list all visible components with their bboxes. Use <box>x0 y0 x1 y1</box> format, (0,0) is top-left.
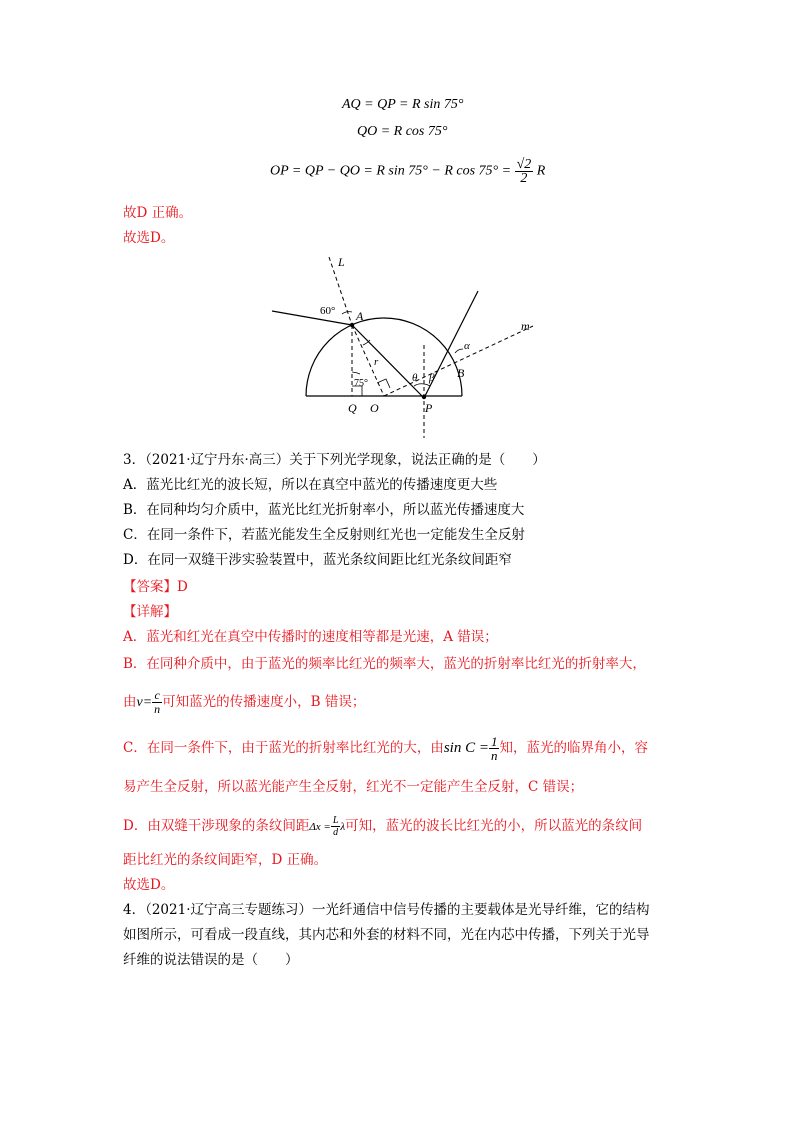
equation-op-fraction <box>515 158 534 185</box>
prev-conclusion-line1: 故D 正确。 <box>123 205 193 221</box>
q3-answer <box>123 578 188 596</box>
label-beta: β <box>429 372 435 384</box>
q3-explanation-b2 <box>123 686 365 719</box>
equation-op-denominator: 2 <box>520 171 528 186</box>
q3-exp-b2-var: v <box>136 695 143 710</box>
q3-option-c: C．在同一条件下，若蓝光能发生全反射则红光也一定能发生全反射 <box>123 527 525 543</box>
arc-60 <box>342 312 352 314</box>
geometry-figure <box>260 250 560 440</box>
q3-exp-b2-fraction <box>152 689 162 716</box>
label-alpha: α <box>464 340 470 352</box>
q3-exp-c1-den: n <box>490 748 498 763</box>
q3-exp-d1-suffix: 可知，蓝光的波长比红光的小，所以蓝光的条纹间 <box>345 818 643 834</box>
q3-option-d: D．在同一双缝干涉实验装置中，蓝光条纹间距比红光条纹间距窄 <box>123 552 512 568</box>
arc-alpha <box>455 349 463 353</box>
q3-exp-b2-den: n <box>154 702 161 716</box>
point-P-dot <box>422 395 426 399</box>
equation-op-left: OP = QP − QO = R sin 75° − R cos 75° = <box>270 163 512 179</box>
label-P: P <box>425 401 433 415</box>
point-A-dot <box>350 323 354 327</box>
q3-explanation-d2: 距比红光的条纹间距窄，D 正确。 <box>123 852 328 868</box>
prev-conclusion-line2: 故选D。 <box>123 230 175 246</box>
q3-exp-d1-fraction <box>331 815 341 838</box>
q3-exp-c1-num: 1 <box>490 734 498 749</box>
label-theta: θ <box>412 372 418 384</box>
label-m: m <box>521 319 530 333</box>
arc-beta <box>424 384 430 386</box>
q3-option-b: B．在同种均匀介质中，蓝光比红光折射率小，所以蓝光传播速度大 <box>123 502 525 518</box>
equation-op-numerator: √2 <box>516 157 532 172</box>
q3-answer-value: D <box>177 579 188 595</box>
label-r: r <box>374 356 379 368</box>
q3-exp-b2-prefix: 由 <box>123 694 137 710</box>
arc-theta <box>414 384 424 386</box>
q3-exp-c1-suffix: 知，蓝光的临界角小，容 <box>499 740 648 756</box>
q3-explanation-c2: 易产生全反射，所以蓝光能产生全反射，红光不一定能产生全反射，C 错误； <box>123 779 584 795</box>
equation-qo: QO = R cos 75° <box>357 124 448 139</box>
right-angle-O <box>377 379 390 388</box>
label-angle-75: 75° <box>354 378 368 389</box>
q3-exp-c1-prefix: C．在同一条件下，由于蓝光的折射率比红光的大，由 <box>123 740 444 756</box>
label-A: A <box>356 309 364 323</box>
q3-explanation-b1: B．在同种介质中，由于蓝光的频率比红光的频率大，蓝光的折射率比红光的折射率大， <box>123 656 646 672</box>
label-Q: Q <box>348 401 357 415</box>
q3-exp-c1-fraction <box>489 735 500 762</box>
equation-op <box>270 158 545 185</box>
q3-detail-label: 【详解】 <box>123 604 177 620</box>
line-m <box>384 326 533 396</box>
q4-line1: 4．（2021·辽宁高三专题练习）一光纤通信中信号传播的主要载体是光导纤维，它的结构 <box>123 902 650 918</box>
equation-aq-qp: AQ = QP = R sin 75° <box>342 97 464 112</box>
incident-ray <box>272 311 352 325</box>
q3-explanation-a: A．蓝光和红光在真空中传播时的速度相等都是光速，A 错误； <box>123 629 498 645</box>
q3-exp-b2-num: c <box>152 689 162 703</box>
q3-exp-d1-lambda: λ <box>340 821 346 833</box>
q3-exp-d1-num: L <box>332 815 339 826</box>
q3-option-a: A．蓝光比红光的波长短，所以在真空中蓝光的传播速度更大些 <box>123 477 498 493</box>
q3-exp-d1-den: d <box>333 827 339 838</box>
label-B: B <box>457 366 465 380</box>
q3-answer-label: 【答案】 <box>123 579 177 595</box>
q3-exp-d1-formula: Δx = <box>309 821 331 833</box>
q3-exp-d1-prefix: D．由双缝干涉现象的条纹间距 <box>123 818 310 834</box>
q3-stem: 3．（2021·辽宁丹东·高三）关于下列光学现象，说法正确的是（ ） <box>123 452 546 468</box>
label-L: L <box>338 255 345 269</box>
q4-line2: 如图所示，可看成一段直线，其内芯和外套的材料不同，光在内芯中传播，下列关于光导 <box>123 927 650 943</box>
q3-final-choice: 故选D。 <box>123 877 175 893</box>
q3-explanation-c1 <box>123 732 648 764</box>
equation-op-right: R <box>536 163 546 179</box>
q3-exp-b2-suffix: 可知蓝光的传播速度小，B 错误； <box>162 694 366 710</box>
q3-explanation-d1 <box>123 811 642 842</box>
label-O: O <box>370 401 379 415</box>
q3-exp-c1-formula: sin C = <box>443 740 489 756</box>
label-angle-60: 60° <box>320 305 336 317</box>
q3-exp-b2-equals: = <box>142 695 153 710</box>
q4-line3: 纤维的说法错误的是（ ） <box>123 952 299 968</box>
arc-75 <box>352 372 360 374</box>
